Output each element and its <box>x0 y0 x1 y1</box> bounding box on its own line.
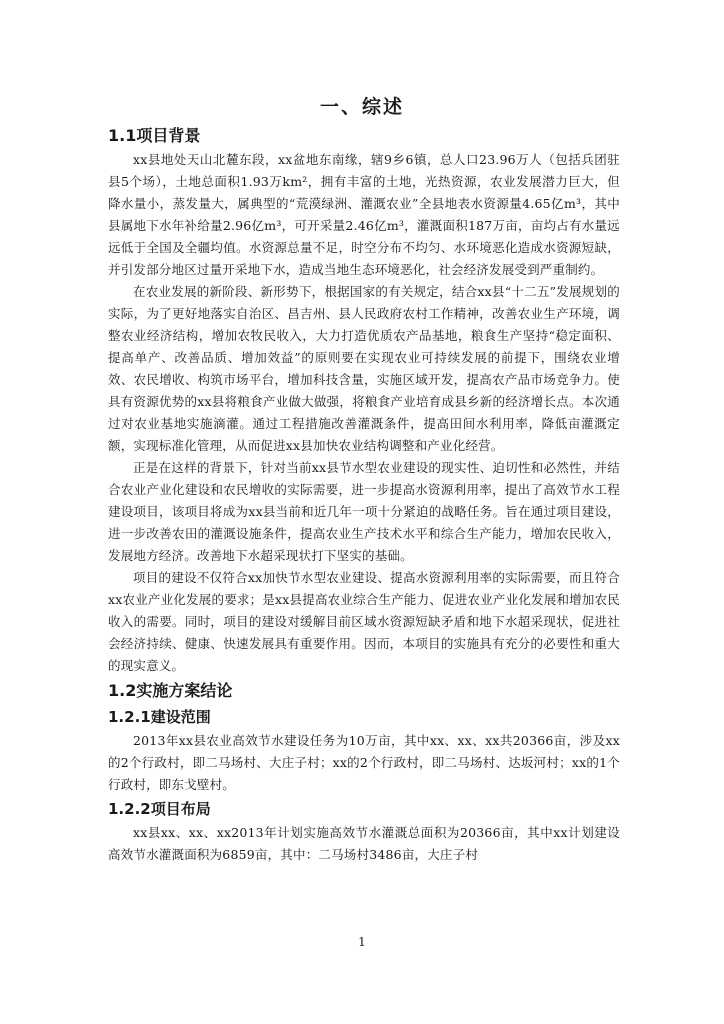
chapter-title: 一、综述 <box>319 96 404 118</box>
document-body <box>108 122 620 866</box>
paragraph-background-4: 项目的建设不仅符合xx加快节水型农业建设、提高水资源利用率的实际需要，而且符合xx农业产业化发展的要求；是xx县提高农业综合生产能力、促进农业产业化发展和增加农民收入的需要。同时，项目的建设对缓解目前区域水资源短缺矛盾和地下水超采现状，促进社会经济持续、健康、快速发展具有重要作用。因而，本项目的实施具有充分的必要性和重大的现实意义。 <box>108 570 620 673</box>
section-heading-1-2: 1.2实施方案结论 <box>108 681 233 700</box>
page-number: 1 <box>358 935 366 949</box>
section-heading-1-1: 1.1项目背景 <box>108 126 201 145</box>
paragraph-background-3: 正是在这样的背景下，针对当前xx县节水型农业建设的现实性、迫切性和必然性，并结合农业产业化建设和农民增收的实际需要，进一步提高水资源利用率，提出了高效节水工程建设项目，该项目将成为xx县当前和近几年一项十分紧迫的战略任务。旨在通过项目建设，进一步改善农田的灌溉设施条件，提高农业生产技术水平和综合生产能力，增加农民收入，发展地方经济。改善地下水超采现状打下坚实的基础。 <box>108 460 620 563</box>
paragraph-layout: xx县xx、xx、xx2013年计划实施高效节水灌溉总面积为20366亩，其中xx计划建设高效节水灌溉面积为6859亩，其中：二马场村3486亩，大庄子村 <box>108 825 620 862</box>
subsection-heading-1-2-1: 1.2.1建设范围 <box>108 708 211 726</box>
subsection-heading-1-2-2: 1.2.2项目布局 <box>108 800 211 818</box>
paragraph-background-1: xx县地处天山北麓东段，xx盆地东南缘，辖9乡6镇，总人口23.96万人（包括兵团驻县5个场），土地总面积1.93万km²，拥有丰富的土地，光热资源，农业发展潜力巨大，但降水量小，蒸发量大，属典型的“荒漠绿洲、灌溉农业”全县地表水资源量4.65亿m³，其中县属地下水年补给量2.96亿m³，可开采量2.46亿m³，灌溉面积187万亩，亩均占有水量远远低于全国及全疆均值。水资源总量不足，时空分布不均匀、水环境恶化造成水资源短缺，并引发部分地区过量开采地下水，造成当地生态环境恶化，社会经济发展受到严重制约。 <box>108 152 620 277</box>
paragraph-background-2: 在农业发展的新阶段、新形势下，根据国家的有关规定，结合xx县“十二五”发展规划的实际，为了更好地落实自治区、昌吉州、县人民政府农村工作精神，改善农业生产环境，调整农业经济结构，增加农牧民收入，大力打造优质农产品基地，粮食生产坚持“稳定面积、提高单产、改善品质、增加效益”的原则要在实现农业可持续发展的前提下，围绕农业增效、农民增收、构筑市场平台，增加科技含量，实施区域开发，提高农产品市场竞争力。使具有资源优势的xx县将粮食产业做大做强，将粮食产业培育成县乡新的经济增长点。本次通过对农业基地实施滴灌。通过工程措施改善灌溉条件，提高田间水利用率，降低亩灌溉定额，实现标准化管理，从而促进xx县加快农业结构调整和产业化经营。 <box>108 284 620 453</box>
paragraph-scope: 2013年xx县农业高效节水建设任务为10万亩，其中xx、xx、xx共20366亩，涉及xx的2个行政村，即二马场村、大庄子村；xx的2个行政村，即二马场村、达坂河村；xx的1个行政村，即东戈壁村。 <box>108 733 620 792</box>
